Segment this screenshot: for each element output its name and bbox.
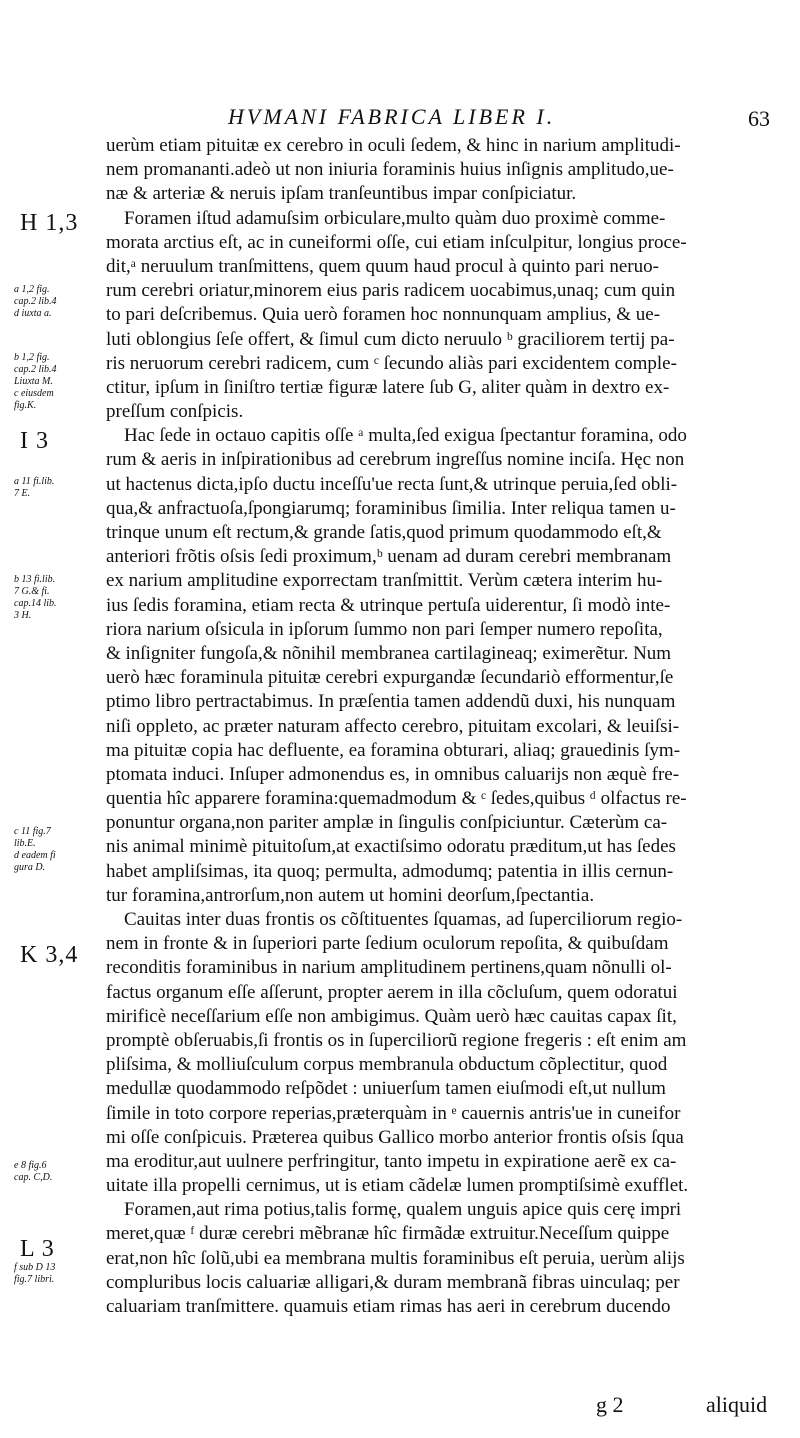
margin-label-k: K 3,4 [20,942,79,968]
text-line: reconditis foraminibus in narium amplitudinem pertinens,quam nõnulli ol- [106,957,672,979]
text-line: riora narium oſsicula in ipſorum ſummo non pari ſemper numero repoſita, [106,618,663,640]
text-line: morata arctius eſt, ac in cuneiformi oſſe, cui etiam inſculpitur, longius proce- [106,231,687,253]
text-line: Hac ſede in octauo capitis oſſe ᵃ multa,ſed exigua ſpectantur foramina, odo [124,425,687,447]
margin-note: a 11 fi.lib. 7 E. [14,476,55,499]
text-line: meret,quæ ᶠ duræ cerebri mẽbranæ hîc firmãdæ extruitur.Neceſſum quippe [106,1223,670,1245]
text-line: tur foramina,antrorſum,non autem ut homini deorſum,ſpectantia. [106,884,595,906]
text-line: rum cerebri oriatur,minorem eius paris radicem uocabimus,unaq; cum quin [106,280,676,302]
running-title: HVMANI FABRICA LIBER I. [228,104,556,129]
text-line: nem promananti.adeò ut non iniuria foraminis huius inſignis amplitudo,ue- [106,159,674,181]
text-line: Foramen,aut rima potius,talis formę, qualem unguis apice quis cerę impri [124,1199,682,1221]
text-line: uerò hæc foraminula pituitæ cerebri expurgandæ ſecundariò efformentur,ſe [106,667,674,689]
body-text [106,134,790,1319]
text-line: ius ſedis foramina, etiam recta & utrinque pertuſa uiderentur, ſi modò inte- [106,594,671,616]
margin-note: a 1,2 fig. cap.2 lib.4 d iuxta a. [14,284,57,319]
text-line: medullæ quodammodo reſpõdet : uniuerſum tamen eiuſmodi eſt,ut nullum [106,1078,666,1100]
margin-note: b 1,2 fig. cap.2 lib.4 Liuxta M. c eiusdem fig.K. [14,352,57,411]
text-line: habet ampliſsimas, ita quoq; permulta, admodumq; patentia in illis cernun- [106,860,674,882]
text-line: ctitur, ipſum in ſiniſtro tertiæ figuræ latere ſub G, aliter quàm in dextro ex- [106,376,670,398]
text-line: ſimile in toto corpore reperias,præterquàm in ᵉ cauernis antris'ue in cuneifor [106,1102,681,1124]
text-line: promptè obſeruabis,ſi frontis os in ſuperciliorũ regione fregeris : eſt enim am [106,1029,687,1051]
text-line: to pari deſcribemus. Quia uerò foramen hoc nonnunquam amplius, & ue- [106,304,661,326]
text-line: caluariam tranſmittere. quamuis etiam rimas has aeri in cerebrum ducendo [106,1296,671,1317]
text-line: erat,non hîc ſolũ,ubi ea membrana multis foraminibus eſt peruia, uerùm alijs [106,1247,685,1269]
text-line: ma pituitæ copia hac defluente, ea foramina obturari, aliaq; grauedinis ſym- [106,739,681,761]
margin-label-h: H 1,3 [20,210,79,236]
margin-note: b 13 fi.lib. 7 G.& fi. cap.14 lib. 3 H. [14,574,57,621]
text-line: quentia hîc apparere foramina:quemadmodum & ᶜ ſedes,quibus ᵈ olfactus re- [106,788,687,810]
margin-note: c 11 fig.7 lib.E. d eadem fi gura D. [14,826,56,873]
text-line: nis animal minimè pituitoſum,at exactiſsimo odoratu præditum,ut has ſedes [106,836,676,858]
text-line: anteriori frõtis oſsis ſedi proximum,ᵇ uenam ad duram cerebri membranam [106,546,672,568]
text-line: ptimo libro pertractabimus. In præſentia tamen addendũ duxi, his nunquam [106,691,676,713]
text-line: ptomata induci. Inſuper admonendus es, in omnibus caluarijs non æquè fre- [106,763,680,785]
page-number: 63 [748,106,770,131]
text-line: ponuntur organa,non pariter amplæ in ſingulis conſpiciuntur. Cæterùm ca- [106,812,668,834]
text-line: ris neruorum cerebri radicem, cum ᶜ ſecundo aliàs pari excidentem comple- [106,352,677,374]
margin-label-i: I 3 [20,428,49,454]
text-line: nem in fronte & in ſuperiori parte ſedium oculorum repoſita, & quibuſdam [106,933,669,955]
margin-note: e 8 fig.6 cap. C,D. [14,1160,53,1183]
margin-label-l: L 3 [20,1236,55,1262]
text-line: & inſigniter fungoſa,& nõnihil membranea cartilagineaq; eximerẽtur. Num [106,642,672,664]
catchword: aliquid [706,1392,768,1417]
text-line: niſi oppleto, ac præter naturam affecto cerebro, pituitam excolari, & leuiſsi- [106,715,680,737]
text-line: pliſsima, & molliuſculum corpus membranula obductum cõplectitur, quod [106,1054,668,1076]
text-line: dit,ᵃ neruulum tranſmittens, quem quum haud procul à quinto pari neruo- [106,255,659,277]
text-line: ut hactenus dicta,ipſo ductu inceſſu'ue recta ſunt,& utrinque peruia,ſed obli- [106,473,678,495]
text-line: mi oſſe conſpicuis. Præterea quibus Gallico morbo anterior frontis oſsis ſqua [106,1126,684,1148]
text-line: factus organum eſſe aſſerunt, propter aerem in illa cõcluſum, quem odoratui [106,981,678,1003]
text-line: Cauitas inter duas frontis os cõſtituentes ſquamas, ad ſuperciliorum regio- [124,909,683,930]
text-line: uitate illa propelli cernimus, ut is etiam cãdelæ lumen promptiſsimè exufflet. [106,1175,689,1197]
text-line: qua,& anfractuoſa,ſpongiarumq; foraminibus ſimilia. Inter reliqua tamen u- [106,497,676,519]
text-line: ma eroditur,aut uulnere perfringitur, tanto impetu in expiratione aerẽ ex ca- [106,1150,677,1172]
margin-note: f sub D 13 fig.7 libri. [14,1262,56,1285]
text-line: luti oblongius ſeſe offert, & ſimul cum dicto neruulo ᵇ graciliorem tertij pa- [106,328,675,350]
text-line: ex narium amplitudine exporrectam tranſmittit. Verùm cætera interim hu- [106,570,663,592]
text-line: rum & aeris in inſpirationibus ad cerebrum ingreſſus nomine inciſa. Hęc non [106,449,685,471]
text-line: mirificè neceſſarium eſſe non ambigimus. Quàm uerò hæc cauitas capax ſit, [106,1005,677,1027]
signature-mark: g 2 [596,1392,624,1417]
text-line: uerùm etiam pituitæ ex cerebro in oculi ſedem, & hinc in narium amplitudi- [106,135,681,156]
text-line: compluribus locis caluariæ alligari,& duram membranã fibras uinculaq; per [106,1271,680,1293]
text-line: trinque unum eſt rectum,& grande ſatis,quod primum quodammodo eſt,& [106,522,662,543]
text-line: næ & arteriæ & neruis ipſam tranſeuntibus impar conſpiciatur. [106,183,577,205]
text-line: preſſum conſpicis. [106,401,244,423]
text-line: Foramen iſtud adamuſsim orbiculare,multo quàm duo proximè comme- [124,207,666,229]
